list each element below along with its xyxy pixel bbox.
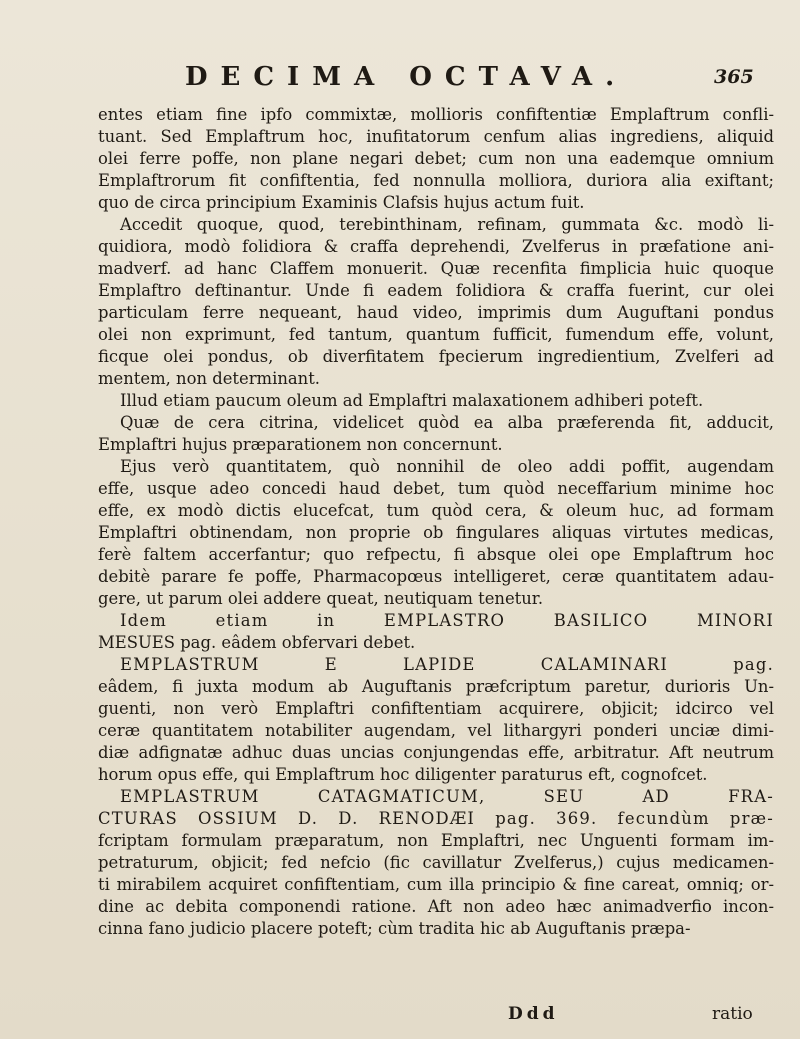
- text-line: Idem etiam in EMPLASTRO BASILICO MINORI: [120, 611, 774, 630]
- text-line: eâdem, fi juxta modum ab Auguftanis præfcriptum paretur, durioris Un-: [98, 677, 774, 696]
- text-line: ferè faltem accerfantur; quo refpectu, fi absque olei ope Emplaftrum hoc: [98, 545, 774, 564]
- text-line: Illud etiam paucum oleum ad Emplaftri malaxationem adhiberi poteft.: [120, 391, 704, 410]
- running-head: [0, 62, 800, 96]
- text-line: ceræ quantitatem notabiliter augendam, vel lithargyri ponderi unciæ dimi-: [98, 721, 774, 740]
- text-line: mentem, non determinant.: [98, 369, 321, 388]
- text-line: effe, ex modò dictis elucefcat, tum quòd cera, & oleum huc, ad formam: [98, 501, 774, 520]
- page-number: 365: [714, 66, 754, 88]
- printer-signature-mark: Ddd: [508, 1004, 559, 1024]
- catchword: ratio: [712, 1004, 753, 1024]
- text-line: EMPLASTRUM E LAPIDE CALAMINARI pag.: [120, 655, 774, 674]
- text-line: EMPLASTRUM CATAGMATICUM, SEU AD FRA-: [120, 787, 774, 806]
- text-line: gere, ut parum olei addere queat, neutiquam tenetur.: [98, 589, 544, 608]
- text-body: [98, 104, 774, 940]
- text-line: Emplaftrorum fit confiftentia, fed nonnulla molliora, duriora alia exiftant;: [98, 171, 774, 190]
- text-line: petraturum, objicit; fed nefcio (fic cavillatur Zvelferus,) cujus medicamen-: [98, 853, 774, 872]
- text-line: debitè parare fe poffe, Pharmacopœus intelligeret, ceræ quantitatem adau-: [98, 567, 774, 586]
- running-title: DECIMA OCTAVA.: [185, 62, 628, 92]
- text-line: quidiora, modò folidiora & craffa deprehendi, Zvelferus in præfatione ani-: [98, 237, 774, 256]
- text-line: madverf. ad hanc Claffem monuerit. Quæ recenfita fimplicia huic quoque: [98, 259, 774, 278]
- text-line: diæ adfignatæ adhuc duas uncias conjungendas effe, arbitratur. Aft neutrum: [98, 743, 774, 762]
- text-line: guenti, non verò Emplaftri confiftentiam acquirere, objicit; idcirco vel: [98, 699, 774, 718]
- text-line: ti mirabilem acquiret confiftentiam, cum illa principio & fine careat, omniq; or-: [98, 875, 774, 894]
- text-line: olei non exprimunt, fed tantum, quantum fufficit, fumendum effe, volunt,: [98, 325, 774, 344]
- text-line: effe, usque adeo concedi haud debet, tum quòd neceffarium minime hoc: [98, 479, 774, 498]
- text-line: Emplaftri obtinendam, non proprie ob fingulares aliquas virtutes medicas,: [98, 523, 774, 542]
- text-line: entes etiam fine ipfo commixtæ, mollioris confiftentiæ Emplaftrum confli-: [98, 105, 774, 124]
- text-line: fcriptam formulam præparatum, non Emplaftri, nec Unguenti formam im-: [98, 831, 774, 850]
- text-line: Ejus verò quantitatem, quò nonnihil de oleo addi poffit, augendam: [120, 457, 774, 476]
- text-line: Accedit quoque, quod, terebinthinam, refinam, gummata &c. modò li-: [120, 215, 774, 234]
- text-line: horum opus effe, qui Emplaftrum hoc diligenter paraturus eft, cognofcet.: [98, 765, 708, 784]
- text-line: MESUES pag. eâdem obfervari debet.: [98, 633, 416, 652]
- text-line: CTURAS OSSIUM D. D. RENODÆI pag. 369. fecundùm præ-: [98, 809, 774, 828]
- text-line: Quæ de cera citrina, videlicet quòd ea alba præferenda fit, adducit,: [120, 413, 774, 432]
- text-line: olei ferre poffe, non plane negari debet; cum non una eademque omnium: [98, 149, 774, 168]
- text-line: cinna fano judicio placere poteft; cùm tradita hic ab Auguftanis præpa-: [98, 919, 691, 938]
- text-line: tuant. Sed Emplaftrum hoc, inufitatorum cenfum alias ingrediens, aliquid: [98, 127, 774, 146]
- text-line: particulam ferre nequeant, haud video, imprimis dum Auguftani pondus: [98, 303, 774, 322]
- text-line: Emplaftro deftinantur. Unde fi eadem folidiora & craffa fuerint, cur olei: [98, 281, 774, 300]
- text-line: dine ac debita componendi ratione. Aft non adeo hæc animadverfio incon-: [98, 897, 774, 916]
- text-line: Emplaftri hujus præparationem non concernunt.: [98, 435, 503, 454]
- text-line: quo de circa principium Examinis Clafsis hujus actum fuit.: [98, 193, 585, 212]
- text-line: ficque olei pondus, ob diverfitatem fpecierum ingredientium, Zvelferi ad: [98, 347, 774, 366]
